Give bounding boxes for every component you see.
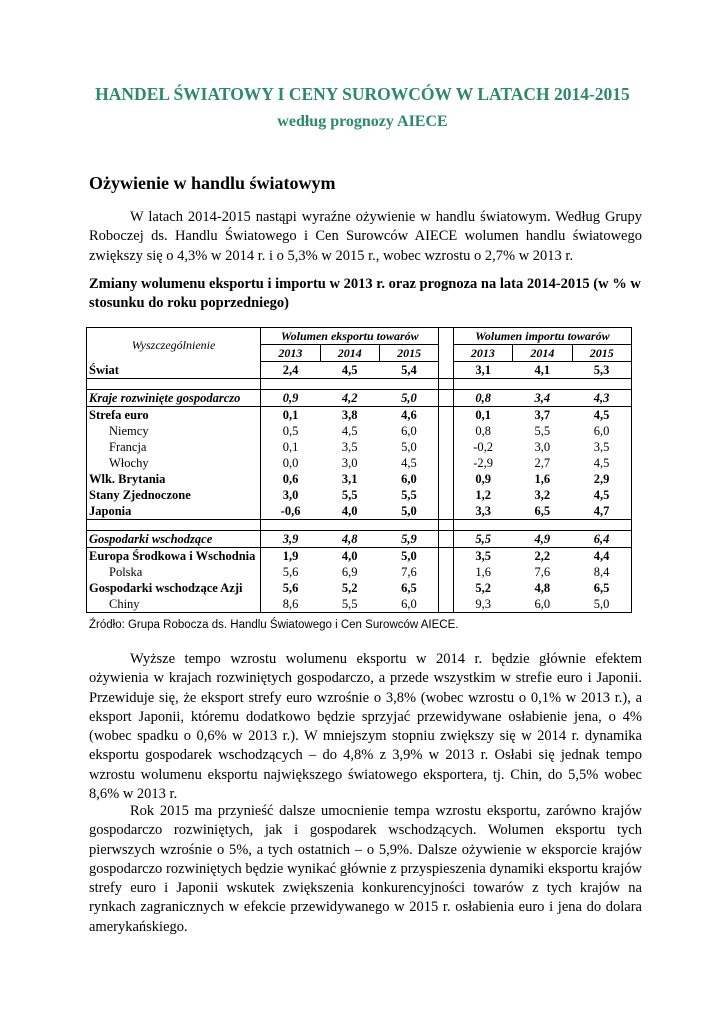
import-value-cell: 5,3 (572, 362, 631, 379)
paragraph-export-2014: Wyższe tempo wzrostu wolumenu eksportu w 2014 r. będzie głównie efektem ożywienia w krajach rozwiniętych gospodarczo, a przede wszystkim w strefie euro i Japonii. Przewiduje się, że eksport strefy euro wzrośnie o 3,8% (wobec wzrostu o 0,1% w 2013 r.), a eksport Japonii, któremu dodatkowo będzie sprzyjać przewidywane osłabienie jena, o 4% (wobec spadku o 0,6% w 2013 r.). W mniejszym stopniu zwiększy się w 2014 r. dynamika eksportu gospodarek wschodzących – do 4,8% z 3,9% w 2013 r. Osłabi się jednak tempo wzrostu wolumenu eksportu największego światowego eksportera, tj. Chin, do 5,5% wobec 8,6% w 2013 r. (89, 651, 642, 803)
export-value-cell: 5,0 (379, 439, 438, 455)
import-group-header: Wolumen importu towarów (453, 328, 631, 345)
row-label: Gospodarki wschodzące (87, 531, 261, 548)
export-value-cell: 0,6 (282, 472, 299, 486)
export-value-cell: 4,6 (379, 407, 438, 424)
import-value-cell: 2,7 (534, 456, 551, 470)
import-value-cell: 5,2 (475, 581, 491, 595)
section-heading: Ożywienie w handlu światowym (89, 173, 336, 193)
trade-volume-table (86, 327, 632, 613)
import-value-cell: 3,5 (572, 439, 631, 455)
import-value-cell: 8,4 (572, 564, 631, 580)
table-row (87, 548, 632, 565)
export-value-cell: 3,1 (341, 472, 358, 486)
table-caption: Zmiany wolumenu eksportu i importu w 2013 r. oraz prognoza na lata 2014-2015 (w % w stosunku do roku poprzedniego) (89, 276, 641, 311)
export-value-cell: 3,0 (341, 456, 358, 470)
export-value-cell: 0,1 (282, 440, 299, 454)
row-label: Kraje rozwinięte gospodarczo (87, 390, 261, 407)
import-value-cell: 0,8 (475, 424, 491, 438)
export-value-cell: 4,0 (341, 549, 358, 563)
import-value-cell: 5,5 (534, 424, 551, 438)
table-row (87, 487, 632, 503)
export-value-cell: 6,0 (379, 471, 438, 487)
table-row (87, 531, 632, 548)
import-value-cell: -0,2 (473, 440, 494, 454)
export-group-header: Wolumen eksportu towarów (261, 328, 439, 345)
import-value-cell: 3,7 (534, 408, 551, 422)
export-value-cell: 5,0 (379, 390, 438, 407)
export-value-cell: 6,0 (379, 596, 438, 613)
export-value-cell: 3,9 (261, 531, 320, 548)
export-year-header: 2015 (379, 345, 438, 362)
export-value-cell: 6,5 (379, 580, 438, 596)
row-label: Świat (87, 362, 261, 379)
import-value-cell: 0,8 (453, 390, 512, 407)
export-value-cell: 5,5 (379, 487, 438, 503)
import-value-cell: 4,5 (572, 455, 631, 471)
import-value-cell: 4,5 (572, 407, 631, 424)
export-value-cell: 6,0 (379, 423, 438, 439)
import-value-cell: 7,6 (534, 565, 551, 579)
row-label: Stany Zjednoczone (87, 487, 261, 503)
export-value-cell: 5,9 (379, 531, 438, 548)
import-year-header: 2015 (572, 345, 631, 362)
import-value-cell: 9,3 (453, 596, 512, 613)
table-source-note: Źródło: Grupa Robocza ds. Handlu Światowego i Cen Surowców AIECE. (89, 619, 459, 631)
row-label: Strefa euro (87, 407, 261, 424)
export-value-cell: 4,8 (320, 531, 379, 548)
import-value-cell: 1,2 (475, 488, 491, 502)
table-row (87, 362, 632, 379)
export-value-cell: 0,5 (282, 424, 299, 438)
export-value-cell: -0,6 (261, 503, 320, 520)
import-value-cell: 4,7 (572, 503, 631, 520)
import-value-cell: 4,4 (572, 548, 631, 565)
export-value-cell: 5,4 (379, 362, 438, 379)
export-value-cell: 4,2 (320, 390, 379, 407)
export-value-cell: 5,5 (341, 488, 358, 502)
table-row (87, 596, 632, 613)
export-value-cell: 7,6 (379, 564, 438, 580)
export-value-cell: 4,5 (379, 455, 438, 471)
export-value-cell: 3,0 (282, 488, 299, 502)
export-value-cell: 5,6 (282, 565, 299, 579)
row-label: Chiny (87, 596, 261, 613)
row-label: Europa Środkowa i Wschodnia (87, 548, 261, 565)
import-value-cell: 3,3 (453, 503, 512, 520)
import-value-cell: 5,0 (572, 596, 631, 613)
import-year-header: 2013 (453, 345, 512, 362)
table-row (87, 564, 632, 580)
table-row (87, 503, 632, 520)
import-value-cell: 6,0 (513, 596, 572, 613)
table-header-name: Wyszczególnienie (87, 328, 261, 362)
row-label: Japonia (87, 503, 261, 520)
import-value-cell: 2,2 (534, 549, 551, 563)
export-value-cell: 8,6 (261, 596, 320, 613)
document-title: HANDEL ŚWIATOWY I CENY SUROWCÓW W LATACH 2014-2015 (95, 84, 630, 104)
import-value-cell: 6,0 (572, 423, 631, 439)
export-value-cell: 5,6 (282, 581, 299, 595)
import-value-cell: 3,4 (513, 390, 572, 407)
export-year-header: 2013 (261, 345, 320, 362)
row-label: Niemcy (87, 423, 261, 439)
export-value-cell: 2,4 (261, 362, 320, 379)
import-value-cell: 4,5 (572, 487, 631, 503)
import-value-cell: 3,1 (453, 362, 512, 379)
import-value-cell: 1,6 (475, 565, 491, 579)
export-value-cell: 5,0 (379, 503, 438, 520)
import-value-cell: 6,4 (572, 531, 631, 548)
import-value-cell: 4,8 (534, 581, 551, 595)
table-row (87, 390, 632, 407)
row-label: Francja (87, 439, 261, 455)
import-value-cell: 4,3 (572, 390, 631, 407)
export-value-cell: 5,5 (320, 596, 379, 613)
paragraph-intro: W latach 2014-2015 nastąpi wyraźne ożywienie w handlu światowym. Według Grupy Roboczej ds. Handlu Światowego i Cen Surowców AIECE wolumen handlu światowego zwiększy się o 4,3% w 2014 r. i o 5,3% w 2015 r., wobec wzrostu o 2,7% w 2013 r. (89, 209, 642, 264)
export-value-cell: 0,0 (282, 456, 299, 470)
import-value-cell: 0,1 (475, 408, 491, 422)
export-year-header: 2014 (320, 345, 379, 362)
import-year-header: 2014 (513, 345, 572, 362)
export-value-cell: 4,0 (320, 503, 379, 520)
document-subtitle: według prognozy AIECE (277, 113, 448, 130)
export-value-cell: 0,1 (282, 408, 299, 422)
export-value-cell: 0,9 (261, 390, 320, 407)
row-label: Polska (87, 564, 261, 580)
table-row (87, 471, 632, 487)
table-row (87, 439, 632, 455)
row-label: Gospodarki wschodzące Azji (87, 580, 261, 596)
import-value-cell: 5,5 (453, 531, 512, 548)
row-label: Wlk. Brytania (87, 471, 261, 487)
export-value-cell: 4,5 (341, 424, 358, 438)
import-value-cell: 3,0 (534, 440, 551, 454)
import-value-cell: 4,9 (513, 531, 572, 548)
export-value-cell: 5,2 (341, 581, 358, 595)
table-row (87, 580, 632, 596)
import-value-cell: 4,1 (513, 362, 572, 379)
table-row (87, 455, 632, 471)
export-value-cell: 4,5 (320, 362, 379, 379)
import-value-cell: 2,9 (572, 471, 631, 487)
export-value-cell: 3,5 (341, 440, 358, 454)
import-value-cell: 6,5 (572, 580, 631, 596)
table-row (87, 407, 632, 424)
import-value-cell: 6,5 (513, 503, 572, 520)
import-value-cell: 1,6 (534, 472, 551, 486)
export-value-cell: 6,9 (341, 565, 358, 579)
import-value-cell: 3,2 (534, 488, 551, 502)
export-value-cell: 1,9 (282, 549, 299, 563)
table-row (87, 423, 632, 439)
import-value-cell: 3,5 (475, 549, 491, 563)
paragraph-export-2015: Rok 2015 ma przynieść dalsze umocnienie tempa wzrostu eksportu, zarówno krajów gospodarczo rozwiniętych, jak i gospodarek wschodzących. Wolumen eksportu tych pierwszych wzrośnie o 5%, a tych ostatnich – o 5,9%. Dalsze ożywienie w eksporcie krajów gospodarczo rozwiniętych będzie wynikać głównie z przyspieszenia dynamiki eksportu krajów strefy euro i Japonii wskutek zwiększenia konkurencyjności towarów z tych krajów na rynkach zagranicznych w efekcie przewidywanego w 2015 r. osłabienia euro i jena do dolara amerykańskiego. (89, 803, 642, 935)
row-label: Włochy (87, 455, 261, 471)
import-value-cell: 0,9 (475, 472, 491, 486)
export-value-cell: 5,0 (379, 548, 438, 565)
export-value-cell: 3,8 (341, 408, 358, 422)
import-value-cell: -2,9 (473, 456, 494, 470)
